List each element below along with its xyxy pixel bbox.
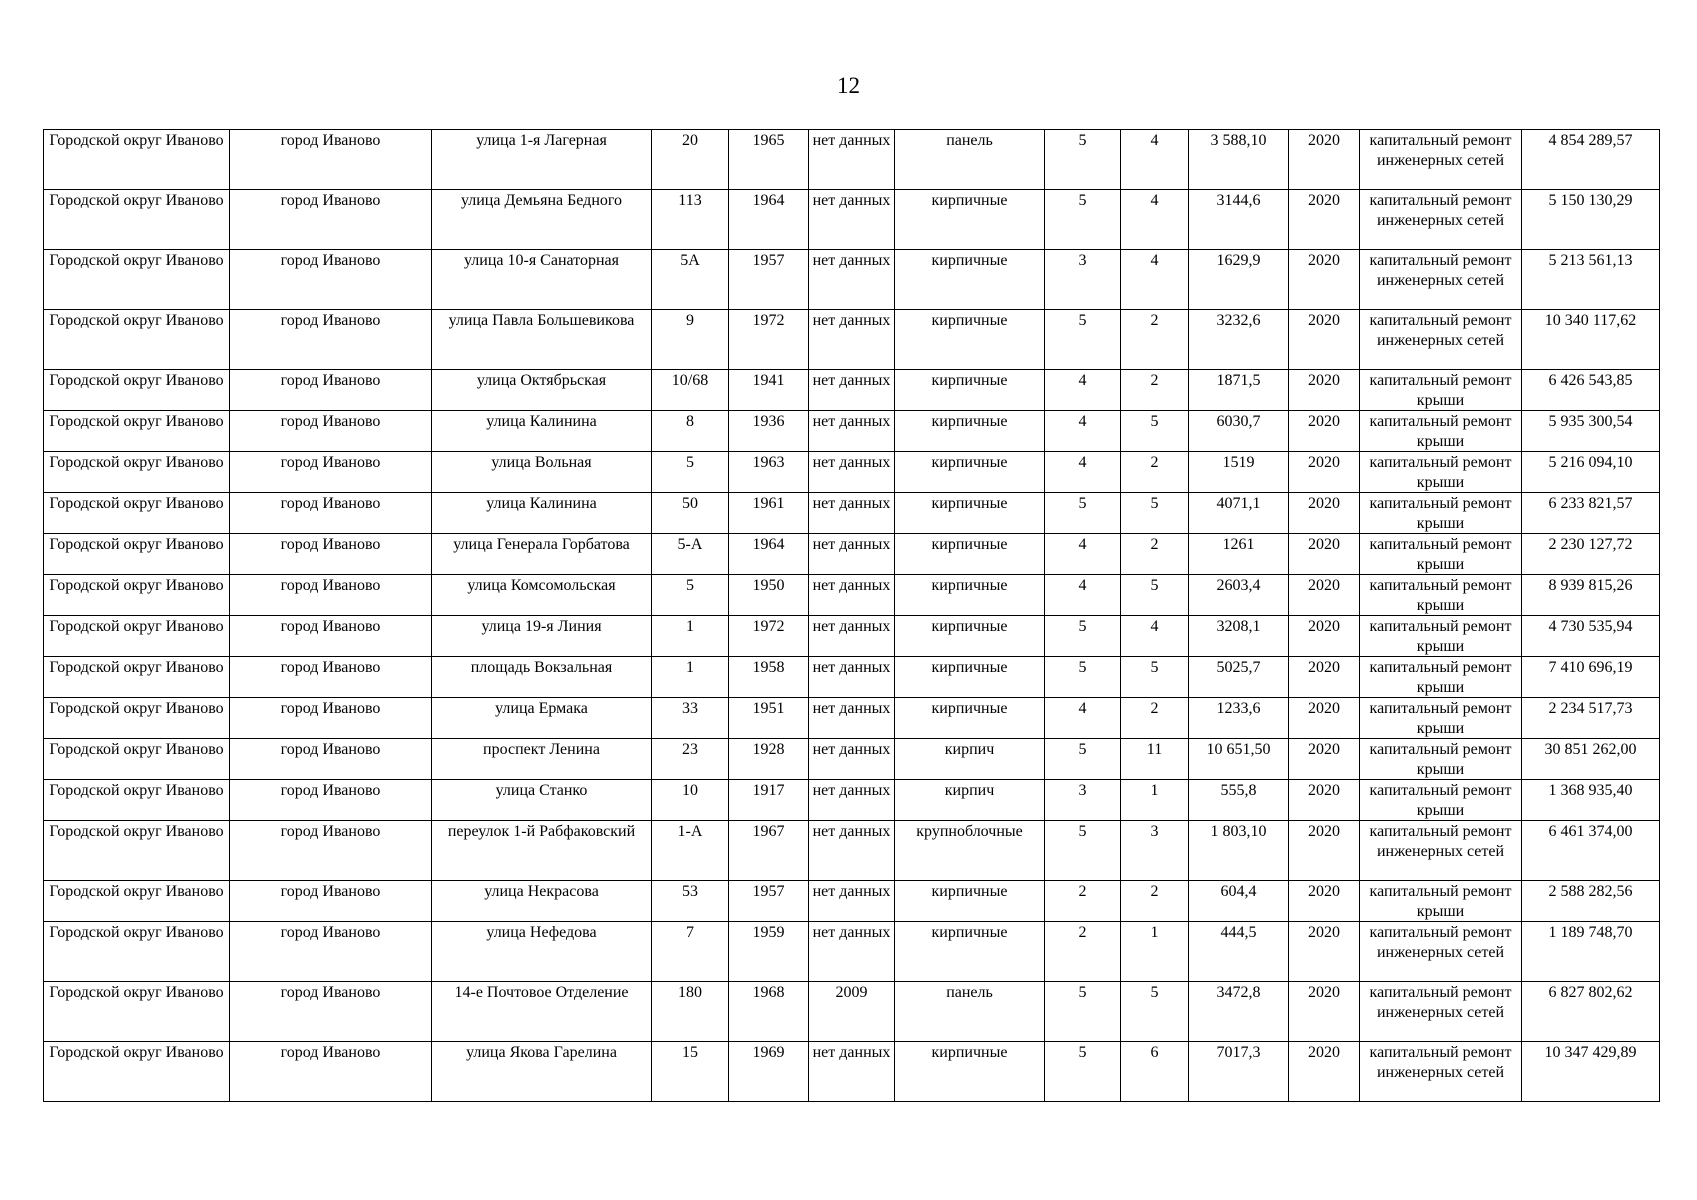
- area-cell: 1871,5: [1189, 370, 1289, 411]
- house-number-cell: 15: [652, 1042, 729, 1102]
- year-built-cell: 1957: [729, 250, 809, 310]
- city-cell: город Иваново: [230, 452, 432, 493]
- floors-cell: 5: [1045, 821, 1121, 881]
- plan-year-cell: 2020: [1289, 370, 1360, 411]
- street-cell: улица Калинина: [432, 411, 652, 452]
- house-number-cell: 8: [652, 411, 729, 452]
- table-row: [44, 534, 1660, 575]
- entrances-cell: 6: [1121, 1042, 1189, 1102]
- cost-cell: 7 410 696,19: [1522, 657, 1660, 698]
- district-cell: Городской округ Иваново: [44, 370, 230, 411]
- cost-cell: 2 588 282,56: [1522, 881, 1660, 922]
- area-cell: 10 651,50: [1189, 739, 1289, 780]
- table-row: [44, 821, 1660, 881]
- floors-cell: 5: [1045, 616, 1121, 657]
- house-number-cell: 7: [652, 922, 729, 982]
- city-cell: город Иваново: [230, 881, 432, 922]
- entrances-cell: 4: [1121, 250, 1189, 310]
- entrances-cell: 5: [1121, 982, 1189, 1042]
- house-number-cell: 10: [652, 780, 729, 821]
- work-type-cell: капитальный ремонт инженерных сетей: [1360, 982, 1522, 1042]
- district-cell: Городской округ Иваново: [44, 821, 230, 881]
- district-cell: Городской округ Иваново: [44, 657, 230, 698]
- entrances-cell: 5: [1121, 411, 1189, 452]
- floors-cell: 4: [1045, 452, 1121, 493]
- city-cell: город Иваново: [230, 821, 432, 881]
- last-overhaul-year-cell: нет данных: [809, 130, 895, 190]
- street-cell: улица Генерала Горбатова: [432, 534, 652, 575]
- district-cell: Городской округ Иваново: [44, 310, 230, 370]
- table-row: [44, 698, 1660, 739]
- last-overhaul-year-cell: нет данных: [809, 881, 895, 922]
- work-type-cell: капитальный ремонт инженерных сетей: [1360, 130, 1522, 190]
- floors-cell: 4: [1045, 575, 1121, 616]
- last-overhaul-year-cell: нет данных: [809, 739, 895, 780]
- area-cell: 1261: [1189, 534, 1289, 575]
- cost-cell: 30 851 262,00: [1522, 739, 1660, 780]
- plan-year-cell: 2020: [1289, 739, 1360, 780]
- city-cell: город Иваново: [230, 1042, 432, 1102]
- district-cell: Городской округ Иваново: [44, 575, 230, 616]
- entrances-cell: 2: [1121, 310, 1189, 370]
- floors-cell: 5: [1045, 739, 1121, 780]
- cost-cell: 8 939 815,26: [1522, 575, 1660, 616]
- cost-cell: 5 150 130,29: [1522, 190, 1660, 250]
- city-cell: город Иваново: [230, 534, 432, 575]
- district-cell: Городской округ Иваново: [44, 250, 230, 310]
- table-row: [44, 657, 1660, 698]
- city-cell: город Иваново: [230, 739, 432, 780]
- street-cell: улица Ермака: [432, 698, 652, 739]
- last-overhaul-year-cell: нет данных: [809, 657, 895, 698]
- city-cell: город Иваново: [230, 411, 432, 452]
- plan-year-cell: 2020: [1289, 452, 1360, 493]
- work-type-cell: капитальный ремонт крыши: [1360, 411, 1522, 452]
- district-cell: Городской округ Иваново: [44, 190, 230, 250]
- house-number-cell: 5: [652, 452, 729, 493]
- last-overhaul-year-cell: нет данных: [809, 821, 895, 881]
- street-cell: улица Павла Большевикова: [432, 310, 652, 370]
- floors-cell: 3: [1045, 780, 1121, 821]
- table-row: [44, 250, 1660, 310]
- district-cell: Городской округ Иваново: [44, 130, 230, 190]
- last-overhaul-year-cell: нет данных: [809, 575, 895, 616]
- floors-cell: 5: [1045, 1042, 1121, 1102]
- table-row: [44, 575, 1660, 616]
- city-cell: город Иваново: [230, 130, 432, 190]
- plan-year-cell: 2020: [1289, 575, 1360, 616]
- year-built-cell: 1941: [729, 370, 809, 411]
- work-type-cell: капитальный ремонт крыши: [1360, 739, 1522, 780]
- plan-year-cell: 2020: [1289, 130, 1360, 190]
- cost-cell: 2 230 127,72: [1522, 534, 1660, 575]
- street-cell: улица Октябрьская: [432, 370, 652, 411]
- cost-cell: 2 234 517,73: [1522, 698, 1660, 739]
- year-built-cell: 1964: [729, 534, 809, 575]
- last-overhaul-year-cell: нет данных: [809, 370, 895, 411]
- house-number-cell: 23: [652, 739, 729, 780]
- city-cell: город Иваново: [230, 250, 432, 310]
- entrances-cell: 1: [1121, 922, 1189, 982]
- cost-cell: 10 340 117,62: [1522, 310, 1660, 370]
- wall-material-cell: кирпичные: [895, 452, 1045, 493]
- street-cell: 14-е Почтовое Отделение: [432, 982, 652, 1042]
- entrances-cell: 11: [1121, 739, 1189, 780]
- entrances-cell: 2: [1121, 452, 1189, 493]
- table-row: [44, 411, 1660, 452]
- year-built-cell: 1957: [729, 881, 809, 922]
- city-cell: город Иваново: [230, 698, 432, 739]
- last-overhaul-year-cell: нет данных: [809, 411, 895, 452]
- table-row: [44, 922, 1660, 982]
- work-type-cell: капитальный ремонт инженерных сетей: [1360, 310, 1522, 370]
- house-number-cell: 1: [652, 657, 729, 698]
- floors-cell: 4: [1045, 411, 1121, 452]
- house-number-cell: 10/68: [652, 370, 729, 411]
- plan-year-cell: 2020: [1289, 411, 1360, 452]
- city-cell: город Иваново: [230, 493, 432, 534]
- city-cell: город Иваново: [230, 190, 432, 250]
- street-cell: проспект Ленина: [432, 739, 652, 780]
- house-number-cell: 5А: [652, 250, 729, 310]
- floors-cell: 5: [1045, 310, 1121, 370]
- house-number-cell: 113: [652, 190, 729, 250]
- last-overhaul-year-cell: нет данных: [809, 493, 895, 534]
- plan-year-cell: 2020: [1289, 982, 1360, 1042]
- floors-cell: 5: [1045, 982, 1121, 1042]
- area-cell: 7017,3: [1189, 1042, 1289, 1102]
- floors-cell: 4: [1045, 370, 1121, 411]
- work-type-cell: капитальный ремонт инженерных сетей: [1360, 922, 1522, 982]
- year-built-cell: 1917: [729, 780, 809, 821]
- area-cell: 1519: [1189, 452, 1289, 493]
- cost-cell: 6 233 821,57: [1522, 493, 1660, 534]
- wall-material-cell: кирпичные: [895, 575, 1045, 616]
- city-cell: город Иваново: [230, 616, 432, 657]
- table-row: [44, 780, 1660, 821]
- wall-material-cell: кирпич: [895, 780, 1045, 821]
- year-built-cell: 1972: [729, 310, 809, 370]
- last-overhaul-year-cell: нет данных: [809, 922, 895, 982]
- work-type-cell: капитальный ремонт крыши: [1360, 780, 1522, 821]
- year-built-cell: 1967: [729, 821, 809, 881]
- wall-material-cell: кирпичные: [895, 190, 1045, 250]
- wall-material-cell: крупноблочные: [895, 821, 1045, 881]
- cost-cell: 5 213 561,13: [1522, 250, 1660, 310]
- work-type-cell: капитальный ремонт крыши: [1360, 534, 1522, 575]
- work-type-cell: капитальный ремонт крыши: [1360, 370, 1522, 411]
- house-number-cell: 1-А: [652, 821, 729, 881]
- street-cell: улица 10-я Санаторная: [432, 250, 652, 310]
- entrances-cell: 5: [1121, 657, 1189, 698]
- last-overhaul-year-cell: нет данных: [809, 780, 895, 821]
- wall-material-cell: кирпичные: [895, 698, 1045, 739]
- plan-year-cell: 2020: [1289, 534, 1360, 575]
- area-cell: 2603,4: [1189, 575, 1289, 616]
- house-number-cell: 5-А: [652, 534, 729, 575]
- area-cell: 1233,6: [1189, 698, 1289, 739]
- area-cell: 3208,1: [1189, 616, 1289, 657]
- table-row: [44, 310, 1660, 370]
- year-built-cell: 1958: [729, 657, 809, 698]
- work-type-cell: капитальный ремонт крыши: [1360, 657, 1522, 698]
- plan-year-cell: 2020: [1289, 1042, 1360, 1102]
- street-cell: улица Якова Гарелина: [432, 1042, 652, 1102]
- street-cell: улица 1-я Лагерная: [432, 130, 652, 190]
- district-cell: Городской округ Иваново: [44, 411, 230, 452]
- plan-year-cell: 2020: [1289, 780, 1360, 821]
- last-overhaul-year-cell: 2009: [809, 982, 895, 1042]
- cost-cell: 4 854 289,57: [1522, 130, 1660, 190]
- house-number-cell: 5: [652, 575, 729, 616]
- entrances-cell: 4: [1121, 190, 1189, 250]
- wall-material-cell: кирпичные: [895, 534, 1045, 575]
- city-cell: город Иваново: [230, 780, 432, 821]
- floors-cell: 3: [1045, 250, 1121, 310]
- district-cell: Городской округ Иваново: [44, 881, 230, 922]
- last-overhaul-year-cell: нет данных: [809, 310, 895, 370]
- district-cell: Городской округ Иваново: [44, 922, 230, 982]
- entrances-cell: 2: [1121, 370, 1189, 411]
- plan-year-cell: 2020: [1289, 922, 1360, 982]
- house-number-cell: 33: [652, 698, 729, 739]
- table-row: [44, 493, 1660, 534]
- year-built-cell: 1972: [729, 616, 809, 657]
- cost-cell: 1 368 935,40: [1522, 780, 1660, 821]
- plan-year-cell: 2020: [1289, 250, 1360, 310]
- district-cell: Городской округ Иваново: [44, 982, 230, 1042]
- table-row: [44, 982, 1660, 1042]
- area-cell: 604,4: [1189, 881, 1289, 922]
- wall-material-cell: панель: [895, 982, 1045, 1042]
- city-cell: город Иваново: [230, 982, 432, 1042]
- floors-cell: 4: [1045, 534, 1121, 575]
- area-cell: 6030,7: [1189, 411, 1289, 452]
- year-built-cell: 1964: [729, 190, 809, 250]
- entrances-cell: 3: [1121, 821, 1189, 881]
- last-overhaul-year-cell: нет данных: [809, 250, 895, 310]
- district-cell: Городской округ Иваново: [44, 1042, 230, 1102]
- floors-cell: 5: [1045, 493, 1121, 534]
- plan-year-cell: 2020: [1289, 698, 1360, 739]
- last-overhaul-year-cell: нет данных: [809, 1042, 895, 1102]
- wall-material-cell: кирпичные: [895, 657, 1045, 698]
- area-cell: 555,8: [1189, 780, 1289, 821]
- last-overhaul-year-cell: нет данных: [809, 534, 895, 575]
- work-type-cell: капитальный ремонт крыши: [1360, 881, 1522, 922]
- area-cell: 5025,7: [1189, 657, 1289, 698]
- district-cell: Городской округ Иваново: [44, 698, 230, 739]
- wall-material-cell: панель: [895, 130, 1045, 190]
- district-cell: Городской округ Иваново: [44, 739, 230, 780]
- area-cell: 1629,9: [1189, 250, 1289, 310]
- floors-cell: 2: [1045, 881, 1121, 922]
- cost-cell: 6 426 543,85: [1522, 370, 1660, 411]
- city-cell: город Иваново: [230, 922, 432, 982]
- plan-year-cell: 2020: [1289, 493, 1360, 534]
- floors-cell: 5: [1045, 190, 1121, 250]
- work-type-cell: капитальный ремонт крыши: [1360, 452, 1522, 493]
- table-row: [44, 130, 1660, 190]
- wall-material-cell: кирпичные: [895, 310, 1045, 370]
- last-overhaul-year-cell: нет данных: [809, 698, 895, 739]
- house-number-cell: 20: [652, 130, 729, 190]
- year-built-cell: 1951: [729, 698, 809, 739]
- year-built-cell: 1928: [729, 739, 809, 780]
- table-row: [44, 616, 1660, 657]
- wall-material-cell: кирпич: [895, 739, 1045, 780]
- street-cell: площадь Вокзальная: [432, 657, 652, 698]
- last-overhaul-year-cell: нет данных: [809, 190, 895, 250]
- work-type-cell: капитальный ремонт инженерных сетей: [1360, 821, 1522, 881]
- entrances-cell: 2: [1121, 698, 1189, 739]
- table-row: [44, 1042, 1660, 1102]
- district-cell: Городской округ Иваново: [44, 534, 230, 575]
- street-cell: улица Калинина: [432, 493, 652, 534]
- district-cell: Городской округ Иваново: [44, 452, 230, 493]
- wall-material-cell: кирпичные: [895, 922, 1045, 982]
- house-number-cell: 9: [652, 310, 729, 370]
- district-cell: Городской округ Иваново: [44, 780, 230, 821]
- floors-cell: 4: [1045, 698, 1121, 739]
- year-built-cell: 1936: [729, 411, 809, 452]
- area-cell: 1 803,10: [1189, 821, 1289, 881]
- table-row: [44, 452, 1660, 493]
- house-number-cell: 53: [652, 881, 729, 922]
- plan-year-cell: 2020: [1289, 310, 1360, 370]
- plan-year-cell: 2020: [1289, 616, 1360, 657]
- year-built-cell: 1965: [729, 130, 809, 190]
- cost-cell: 5 216 094,10: [1522, 452, 1660, 493]
- cost-cell: 5 935 300,54: [1522, 411, 1660, 452]
- street-cell: улица Станко: [432, 780, 652, 821]
- work-type-cell: капитальный ремонт крыши: [1360, 616, 1522, 657]
- plan-year-cell: 2020: [1289, 821, 1360, 881]
- city-cell: город Иваново: [230, 575, 432, 616]
- last-overhaul-year-cell: нет данных: [809, 452, 895, 493]
- area-cell: 3472,8: [1189, 982, 1289, 1042]
- wall-material-cell: кирпичные: [895, 250, 1045, 310]
- last-overhaul-year-cell: нет данных: [809, 616, 895, 657]
- table-body: [44, 130, 1660, 1102]
- area-cell: 4071,1: [1189, 493, 1289, 534]
- cost-cell: 6 461 374,00: [1522, 821, 1660, 881]
- cost-cell: 6 827 802,62: [1522, 982, 1660, 1042]
- table-row: [44, 370, 1660, 411]
- floors-cell: 5: [1045, 657, 1121, 698]
- area-cell: 3144,6: [1189, 190, 1289, 250]
- entrances-cell: 4: [1121, 616, 1189, 657]
- table-row: [44, 881, 1660, 922]
- street-cell: переулок 1-й Рабфаковский: [432, 821, 652, 881]
- street-cell: улица Демьяна Бедного: [432, 190, 652, 250]
- house-number-cell: 50: [652, 493, 729, 534]
- work-type-cell: капитальный ремонт крыши: [1360, 493, 1522, 534]
- repair-program-table: [43, 129, 1660, 1102]
- page-number: 12: [837, 73, 860, 98]
- wall-material-cell: кирпичные: [895, 616, 1045, 657]
- wall-material-cell: кирпичные: [895, 881, 1045, 922]
- wall-material-cell: кирпичные: [895, 411, 1045, 452]
- area-cell: 3232,6: [1189, 310, 1289, 370]
- floors-cell: 5: [1045, 130, 1121, 190]
- plan-year-cell: 2020: [1289, 190, 1360, 250]
- year-built-cell: 1968: [729, 982, 809, 1042]
- house-number-cell: 180: [652, 982, 729, 1042]
- entrances-cell: 5: [1121, 493, 1189, 534]
- work-type-cell: капитальный ремонт крыши: [1360, 575, 1522, 616]
- street-cell: улица Вольная: [432, 452, 652, 493]
- street-cell: улица Некрасова: [432, 881, 652, 922]
- wall-material-cell: кирпичные: [895, 1042, 1045, 1102]
- entrances-cell: 2: [1121, 534, 1189, 575]
- cost-cell: 10 347 429,89: [1522, 1042, 1660, 1102]
- street-cell: улица 19-я Линия: [432, 616, 652, 657]
- city-cell: город Иваново: [230, 657, 432, 698]
- street-cell: улица Комсомольская: [432, 575, 652, 616]
- work-type-cell: капитальный ремонт инженерных сетей: [1360, 1042, 1522, 1102]
- area-cell: 3 588,10: [1189, 130, 1289, 190]
- entrances-cell: 4: [1121, 130, 1189, 190]
- table-row: [44, 190, 1660, 250]
- work-type-cell: капитальный ремонт инженерных сетей: [1360, 250, 1522, 310]
- wall-material-cell: кирпичные: [895, 370, 1045, 411]
- entrances-cell: 5: [1121, 575, 1189, 616]
- district-cell: Городской округ Иваново: [44, 493, 230, 534]
- floors-cell: 2: [1045, 922, 1121, 982]
- city-cell: город Иваново: [230, 370, 432, 411]
- entrances-cell: 2: [1121, 881, 1189, 922]
- district-cell: Городской округ Иваново: [44, 616, 230, 657]
- cost-cell: 4 730 535,94: [1522, 616, 1660, 657]
- street-cell: улица Нефедова: [432, 922, 652, 982]
- entrances-cell: 1: [1121, 780, 1189, 821]
- work-type-cell: капитальный ремонт инженерных сетей: [1360, 190, 1522, 250]
- work-type-cell: капитальный ремонт крыши: [1360, 698, 1522, 739]
- plan-year-cell: 2020: [1289, 657, 1360, 698]
- city-cell: город Иваново: [230, 310, 432, 370]
- year-built-cell: 1959: [729, 922, 809, 982]
- table-row: [44, 739, 1660, 780]
- cost-cell: 1 189 748,70: [1522, 922, 1660, 982]
- year-built-cell: 1950: [729, 575, 809, 616]
- year-built-cell: 1961: [729, 493, 809, 534]
- area-cell: 444,5: [1189, 922, 1289, 982]
- year-built-cell: 1969: [729, 1042, 809, 1102]
- house-number-cell: 1: [652, 616, 729, 657]
- wall-material-cell: кирпичные: [895, 493, 1045, 534]
- plan-year-cell: 2020: [1289, 881, 1360, 922]
- year-built-cell: 1963: [729, 452, 809, 493]
